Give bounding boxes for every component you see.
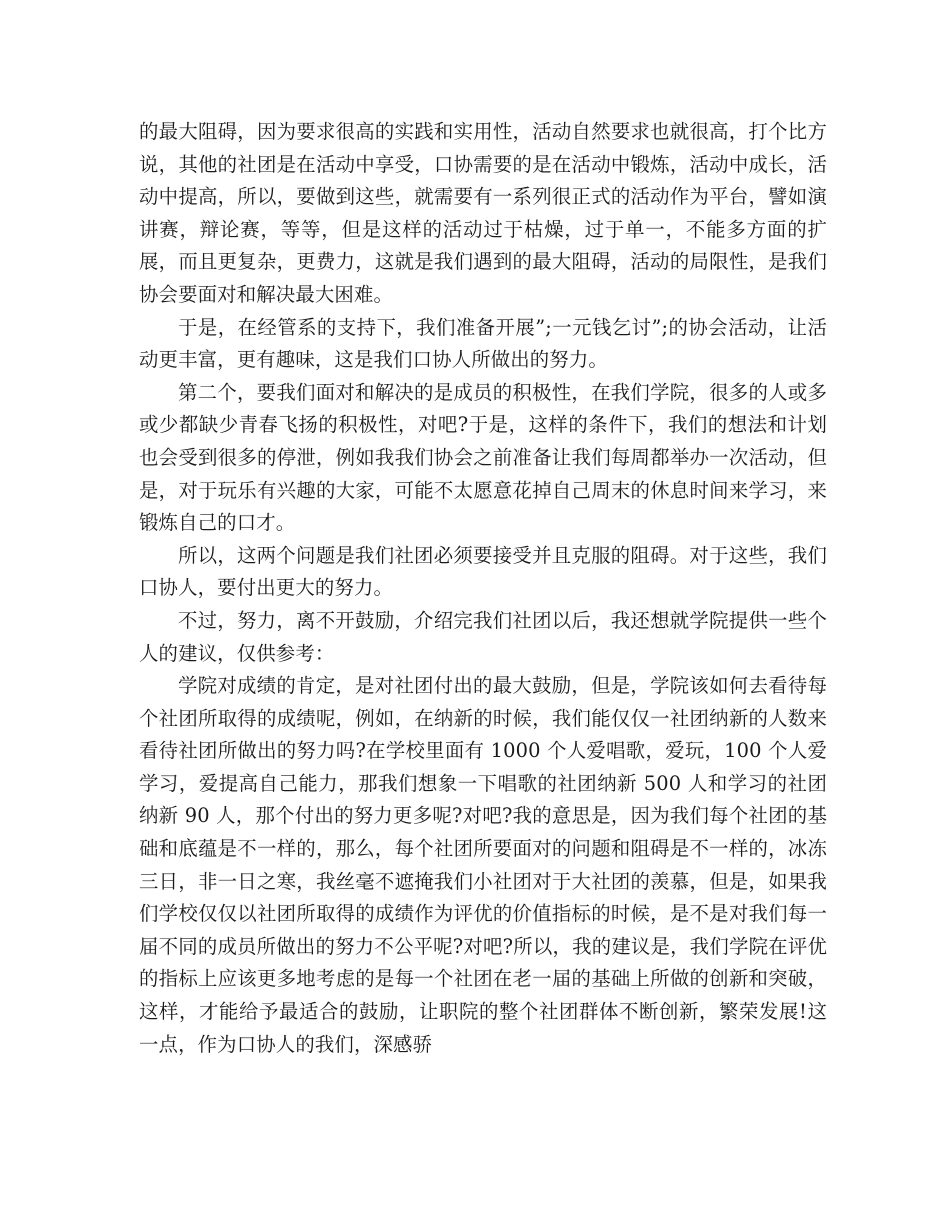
- paragraph-5: 不过，努力，离不开鼓励，介绍完我们社团以后，我还想就学院提供一些个人的建议，仅供参考：: [139, 608, 827, 665]
- paragraph-6: 学院对成绩的肯定，是对社团付出的最大鼓励，但是，学院该如何去看待每个社团所取得的成绩呢，例如，在纳新的时候，我们能仅仅一社团纳新的人数来看待社团所做出的努力吗?在学校里面有 1000 个人爱唱歌，爱玩，100 个人爱学习，爱提高自己能力，那我们想象一下唱歌的社团纳新 500 人和学习的社团纳新 90 人，那个付出的努力更多呢?对吧?我的意思是，因为我们每个社团的基础和底蕴是不一样的，那么，每个社团所要面对的问题和阻碍是不一样的，冰冻三日，非一日之寒，我丝毫不遮掩我们小社团对于大社团的羡慕，但是，如果我们学校仅仅以社团所取得的成绩作为评优的价值指标的时候，是不是对我们每一届不同的成员所做出的努力不公平呢?对吧?所以，我的建议是，我们学院在评优的指标上应该更多地考虑的是每一个社团在老一届的基础上所做的创新和突破，这样，才能给予最适合的鼓励，让职院的整个社团群体不断创新，繁荣发展!这一点，作为口协人的我们，深感骄: [139, 674, 827, 1056]
- paragraph-1: 的最大阻碍，因为要求很高的实践和实用性，活动自然要求也就很高，打个比方说，其他的社团是在活动中享受，口协需要的是在活动中锻炼，活动中成长，活动中提高，所以，要做到这些，就需要有一系列很正式的活动作为平台，譬如演讲赛，辩论赛，等等，但是这样的活动过于枯燥，过于单一，不能多方面的扩展，而且更复杂，更费力，这就是我们遇到的最大阻碍，活动的局限性，是我们协会要面对和解决最大困难。: [139, 120, 827, 306]
- paragraph-4: 所以，这两个问题是我们社团必须要接受并且克服的阻碍。对于这些，我们口协人，要付出更大的努力。: [139, 543, 827, 600]
- paragraph-2: 于是，在经管系的支持下，我们准备开展”;一元钱乞讨”;的协会活动，让活动更丰富，更有趣味，这是我们口协人所做出的努力。: [139, 315, 827, 372]
- document-body: [139, 116, 827, 1061]
- paragraph-3: 第二个，要我们面对和解决的是成员的积极性，在我们学院，很多的人或多或少都缺少青春飞扬的积极性，对吧?于是，这样的条件下，我们的想法和计划也会受到很多的停泄，例如我我们协会之前准备让我们每周都举办一次活动，但是，对于玩乐有兴趣的大家，可能不太愿意花掉自己周末的休息时间来学习，来锻炼自己的口才。: [139, 380, 827, 535]
